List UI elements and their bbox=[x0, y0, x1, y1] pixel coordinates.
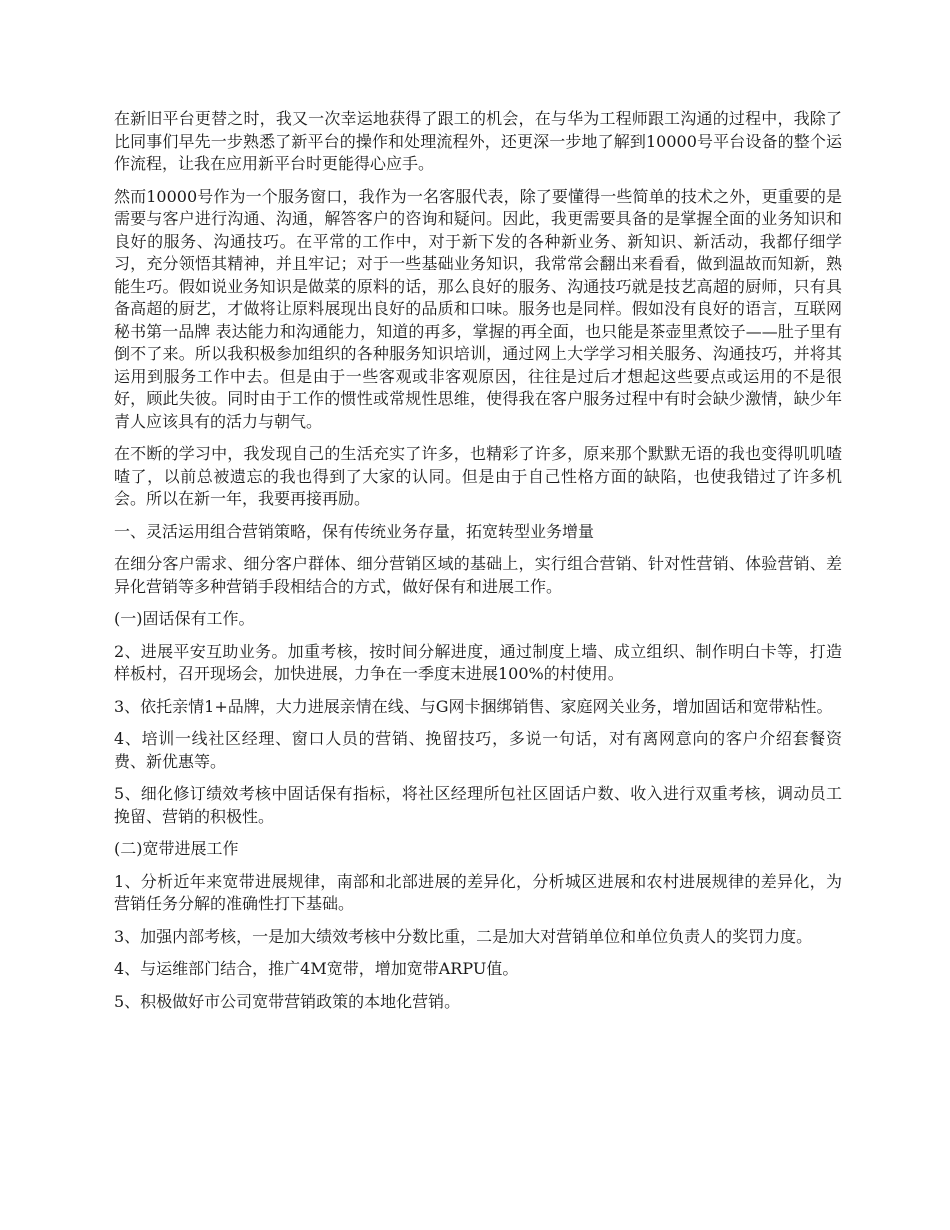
list-item-broadband-1: 1、分析近年来宽带进展规律，南部和北部进展的差异化，分析城区进展和农村进展规律的差异化，为营销任务分解的准确性打下基础。 bbox=[114, 871, 842, 913]
paragraph-service-skills: 然而10000号作为一个服务窗口，我作为一名客服代表，除了要懂得一些简单的技术之外，更重要的是需要与客户进行沟通、沟通，解答客户的咨询和疑问。因此，我更需要具备的是掌握全面的业务知识和良好的服务、沟通技巧。在平常的工作中，对于新下发的各种新业务、新知识、新活动，我都仔细学习，充分领悟其精神，并且牢记；对于一些基础业务知识，我常常会翻出来看看，做到温故而知新，熟能生巧。假如说业务知识是做菜的原料的话，那么良好的服务、沟通技巧就是技艺高超的厨师，只有具备高超的厨艺，才做将让原料展现出良好的品质和口味。服务也是同样。假如没有良好的语言，互联网秘书第一品牌 表达能力和沟通能力，知道的再多，掌握的再全面，也只能是茶壶里煮饺子——肚子里有倒不了来。所以我积极参加组织的各种服务知识培训，通过网上大学学习相关服务、沟通技巧，并将其运用到服务工作中去。但是由于一些客观或非客观原因，往往是过后才想起这些要点或运用的不是很好，顾此失彼。同时由于工作的惯性或常规性思维，使得我在客户服务过程中有时会缺少激情，缺少年青人应该具有的活力与朝气。 bbox=[114, 186, 842, 431]
list-item-landline-2: 2、进展平安互助业务。加重考核，按时间分解进度，通过制度上墙、成立组织、制作明白卡等，打造样板村，召开现场会，加快进展，力争在一季度末进展100%的村使用。 bbox=[114, 641, 842, 683]
list-item-landline-5: 5、细化修订绩效考核中固话保有指标，将社区经理所包社区固话户数、收入进行双重考核，调动员工挽留、营销的积极性。 bbox=[114, 784, 842, 826]
subheading-landline-retention: (一)固话保有工作。 bbox=[114, 609, 255, 628]
document-body bbox=[114, 108, 842, 1023]
heading-marketing-strategy: 一、灵活运用组合营销策略，保有传统业务存量，拓宽转型业务增量 bbox=[114, 521, 595, 541]
list-item-broadband-5: 5、积极做好市公司宽带营销政策的本地化营销。 bbox=[114, 991, 461, 1011]
list-item-broadband-3: 3、加强内部考核，一是加大绩效考核中分数比重，二是加大对营销单位和单位负责人的奖罚力度。 bbox=[114, 926, 813, 946]
paragraph-learning-growth: 在不断的学习中，我发现自己的生活充实了许多，也精彩了许多，原来那个默默无语的我也变得叽叽喳喳了，以前总被遗忘的我也得到了大家的认同。但是由于自己性格方面的缺陷，也使我错过了许多机会。所以在新一年，我要再接再励。 bbox=[114, 444, 842, 508]
list-item-landline-3: 3、依托亲情1+品牌，大力进展亲情在线、与G网卡捆绑销售、家庭网关业务，增加固话和宽带粘性。 bbox=[114, 696, 833, 716]
paragraph-marketing-approach: 在细分客户需求、细分客户群体、细分营销区域的基础上，实行组合营销、针对性营销、体验营销、差异化营销等多种营销手段相结合的方式，做好保有和进展工作。 bbox=[114, 554, 842, 596]
subheading-broadband-development: (二)宽带进展工作 bbox=[114, 839, 239, 858]
list-item-broadband-4: 4、与运维部门结合，推广4M宽带，增加宽带ARPU值。 bbox=[114, 959, 519, 978]
list-item-landline-4: 4、培训一线社区经理、窗口人员的营销、挽留技巧，多说一句话，对有离网意向的客户介绍套餐资费、新优惠等。 bbox=[114, 729, 842, 771]
paragraph-platform-transition: 在新旧平台更替之时，我又一次幸运地获得了跟工的机会，在与华为工程师跟工沟通的过程中，我除了比同事们早先一步熟悉了新平台的操作和处理流程外，还更深一步地了解到10000号平台设备的整个运作流程，让我在应用新平台时更能得心应手。 bbox=[114, 109, 842, 173]
